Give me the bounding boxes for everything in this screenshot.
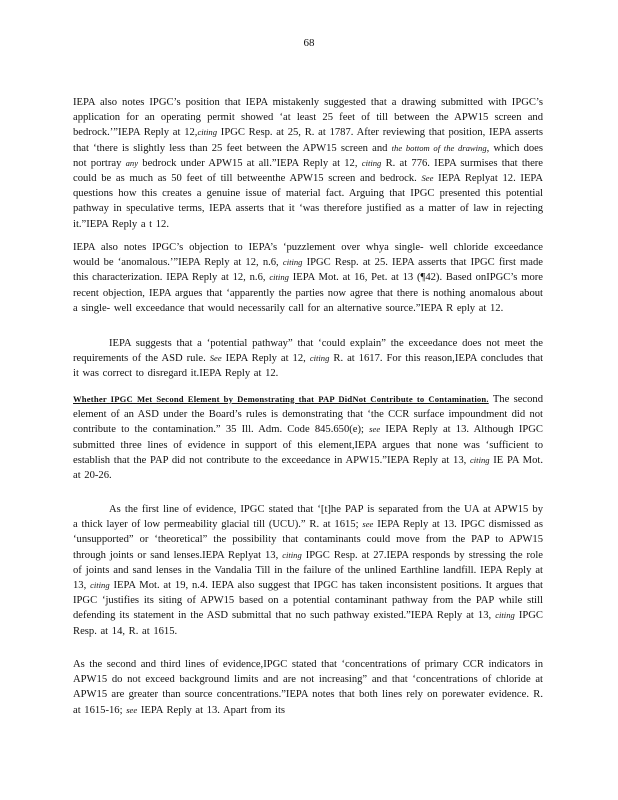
emphasis-text: any [125,157,139,168]
paragraph-3 [73,336,543,382]
paragraph-6 [73,657,543,718]
paragraph-text: IPGC Resp. at 27.IEPA responds by stressing the role of joints and sand lenses in the Vandalia Till in the failure of the unlined Earthline landfill. IEPA Reply at 13, [73,549,543,592]
citation-signal: see [126,704,138,715]
citation-signal: See [209,353,222,364]
citation-signal: citing [495,610,515,621]
paragraph-text: IEPA Reply at 13. Apart from its [137,704,286,716]
paragraph-text: , which does not portray [73,142,543,169]
paragraph-2 [73,240,543,316]
paragraph-text: IEPA Reply at 13. Although IPGC submitted three lines of evidence in support of this element,IEPA argues that none was ‘sufficient to establish that the PAP did not contribute to the exceedance in APW15.”IEPA Reply at 13, [73,424,543,466]
page-number: 68 [303,37,315,49]
citation-signal: citing [90,580,110,591]
citation-signal: see [369,424,381,435]
paragraph-text: The second element of an ASD under the Board’s rules is demonstrating that ‘the CCR surface impoundment did not contribute to the contamination.” 35 Ill. Adm. Code 845.650(e); [73,394,543,436]
paragraph-text: IEPA suggests that a ‘potential pathway” that ‘could explain” the exceedance does not meet the requirements of the ASD rule. [73,338,543,365]
paragraph-text: IEPA Reply at 12, [221,353,306,365]
paragraph-text: IEPA also notes IPGC’s objection to IEPA’s ‘puzzlement over whya single- well chloride exceedance would be ‘anomalous.’”IEPA Reply at 12, n.6, [73,242,543,269]
paragraph-text: IE PA Mot. at 20-26. [73,454,543,482]
paragraph-text: As the second and third lines of evidence,IPGC stated that ‘concentrations of primary CCR indicators in APW15 do not exceed background limits and are not increasing” and that ‘concentrations of chloride at APW15 are greater than source concentrations.”IEPA notes that both lines rely on porewater evidence. R. at 1615-16; [73,659,543,716]
paragraph-text: IPGC Resp. at 25. IEPA asserts that IPGC first made this characterization. IEPA Reply at 12, n.6, [73,257,543,284]
paragraph-text: IEPA Reply at 13. IPGC dismissed as ‘unsupported” or ‘theoretical” the possibility that contaminants could move from the PAP to APW15 through joints or sand lenses.IEPA Replyat 13, [73,519,544,561]
paragraph-text: IPGC Resp. at 14, R. at 1615. [73,610,543,637]
citation-signal: citing [197,127,218,138]
paragraph-5 [73,502,543,639]
citation-signal: see [362,519,374,530]
citation-signal: citing [269,272,289,283]
paragraph-text: R. at 776. IEPA surmises that there could be as much as 50 feet of till betweenthe APW15 screen and bedrock. [73,157,544,185]
citation-signal: citing [282,549,302,560]
emphasis-text: the bottom of the drawing [391,142,487,153]
paragraph-text: R. at 1617. For this reason,IEPA concludes that it was correct to disregard it.IEPA Reply at 12. [73,353,544,380]
citation-signal: citing [309,353,330,364]
paragraph-text: IEPA Replyat 12. IEPA questions how this creates a genuine issue of material fact. Arguing that IPGC presented this potential pathway in speculative terms, IEPA asserts that it ‘was therefore justified as a matter of law in rejecting it.”IEPA Reply a t 12. [73,173,543,230]
paragraph-text: bedrock under APW15 at all.”IEPA Reply at 12, [138,157,358,169]
paragraph-4 [73,392,543,483]
paragraph-text: IEPA Mot. at 19, n.4. IEPA also suggest that IPGC has taken inconsistent positions. It argues that IPGC ‘justifies its siting of APW15 based on a potential contaminant pathway from the PAP while still defending its statement in the ASD submittal that no such pathway existed.”IEPA Reply at 13, [73,580,543,622]
citation-signal: citing [361,157,382,168]
paragraph-text: IPGC Resp. at 25, R. at 1787. After reviewing that position, IEPA asserts that ‘there is slightly less than 25 feet between the APW15 screen and [73,127,543,154]
citation-signal: citing [282,257,303,268]
paragraph-text: As the first line of evidence, IPGC stated that ‘[t]he PAP is separated from the UA at APW15 by a thick layer of low permeability glacial till (UCU).” R. at 1615; [73,504,543,531]
paragraph-1 [73,95,543,232]
paragraph-text: IEPA Mot. at 16, Pet. at 13 (¶42). Based onIPGC’s more recent objection, IEPA argues that ‘apparently the parties now agree that there is nothing anomalous about a single- well exceedance that would necessarily call for an alternative source.”IEPA R eply at 12. [73,272,543,314]
paragraph-text: IEPA also notes IPGC’s position that IEPA mistakenly suggested that a drawing submitted with IPGC’s application for an operating permit showed ‘at least 25 feet of till between the APW15 screen and bedrock.’”IEPA Reply at 12, [73,97,543,139]
citation-signal: citing [469,454,490,465]
citation-signal: See [421,173,434,184]
section-heading: Whether IPGC Met Second Element by Demonstrating that PAP DidNot Contribute to Contamination. [73,394,489,404]
